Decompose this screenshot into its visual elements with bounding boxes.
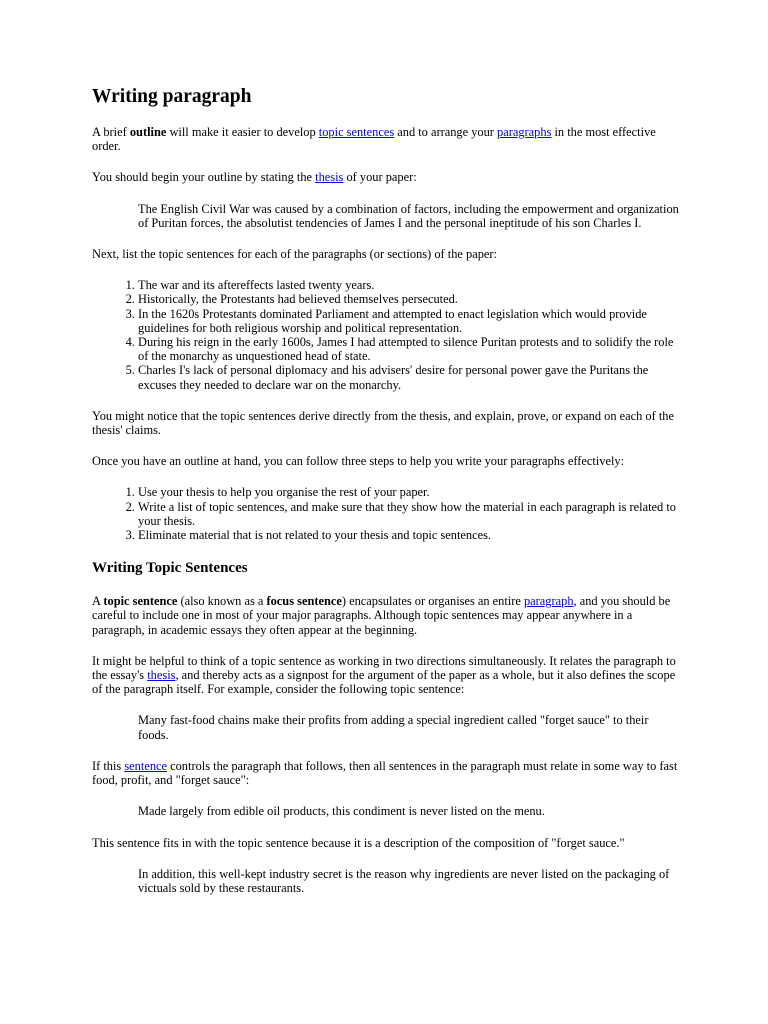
paragraphs-link[interactable]: paragraphs [497, 125, 552, 139]
topic-sentence-list [92, 278, 682, 392]
derive-paragraph: You might notice that the topic sentences derive directly from the thesis, and explain, prove, or expand on each of the thesis' claims. [92, 408, 674, 438]
list-item: 2. Write a list of topic sentences, and make sure that they show how the material in each paragraph is related to your thesis. [138, 500, 682, 528]
two-directions-paragraph: It might be helpful to think of a topic sentence as working in two directions simultaneously. It relates the paragraph to the essay's thesis, and thereby acts as a signpost for the argument of the paper as a whole, but it also defines the scope of the paragraph itself. For example, consider the following topic sentence: [92, 653, 676, 697]
paragraph-link[interactable]: paragraph [523, 594, 574, 609]
section-heading: Writing Topic Sentences [92, 560, 248, 577]
page-title: Writing paragraph [92, 86, 252, 107]
topic-sentence-definition: A topic sentence (also known as a focus sentence) encapsulates or organises an entire paragraph, and you should be careful to include one in most of your major paragraphs. Although topic sentences may appear anywhere in a paragraph, in academic essays they often appear at the beginning. [92, 594, 671, 637]
topic-sentence-term: topic sentence [103, 594, 178, 609]
thesis-quote: The English Civil War was caused by a combination of factors, including the empowerment and organization of Puritan forces, the absolutist tendencies of James I and the personal ineptitude of his son Charles I. [138, 201, 679, 230]
condiment-quote: Made largely from edible oil products, this condiment is never listed on the menu. [138, 804, 545, 819]
steps-list [92, 485, 682, 542]
list-item: 3. Eliminate material that is not related to your thesis and topic sentences. [138, 528, 682, 542]
document-body [92, 86, 682, 895]
intro-paragraph: A brief outline will make it easier to develop topic sentences and to arrange your paragraphs in the most effective order. [92, 125, 656, 154]
sentence-link[interactable]: sentence [124, 758, 168, 773]
list-item: 5. Charles I's lack of personal diplomacy and his advisers' desire for personal power gave the Puritans the excuses they needed to declare war on the monarchy. [138, 363, 682, 391]
list-item: 1. Use your thesis to help you organise the rest of your paper. [138, 485, 682, 499]
focus-sentence-term: focus sentence [266, 594, 342, 609]
outline-term: outline [129, 125, 167, 139]
example-quote: Many fast-food chains make their profits from adding a special ingredient called "forget sauce" to their foods. [138, 713, 649, 742]
thesis-link-2[interactable]: thesis [147, 668, 176, 683]
topic-sentences-link[interactable]: topic sentences [318, 125, 395, 139]
list-item: 4. During his reign in the early 1600s, James I had attempted to silence Puritan protests and to solidify the role of the monarchy as unquestioned head of state. [138, 335, 682, 363]
list-item: 3. In the 1620s Protestants dominated Parliament and attempted to enact legislation which would provide guidelines for both religious worship and political representation. [138, 307, 682, 335]
controls-paragraph: If this sentence controls the paragraph that follows, then all sentences in the paragraph must relate in some way to fast food, profit, and "forget sauce": [92, 758, 678, 788]
list-item: 1. The war and its aftereffects lasted twenty years. [138, 278, 682, 292]
list-intro-paragraph: Next, list the topic sentences for each of the paragraphs (or sections) of the paper: [92, 247, 497, 262]
secret-quote: In addition, this well-kept industry secret is the reason why ingredients are never listed on the packaging of victuals sold by these restaurants. [138, 866, 670, 895]
steps-intro-paragraph: Once you have an outline at hand, you can follow three steps to help you write your paragraphs effectively: [92, 454, 625, 469]
fits-paragraph: This sentence fits in with the topic sentence because it is a description of the composition of "forget sauce." [92, 835, 625, 850]
list-item: 2. Historically, the Protestants had believed themselves persecuted. [138, 292, 682, 306]
thesis-paragraph: You should begin your outline by stating the thesis of your paper: [92, 170, 417, 185]
thesis-link[interactable]: thesis [315, 170, 344, 185]
